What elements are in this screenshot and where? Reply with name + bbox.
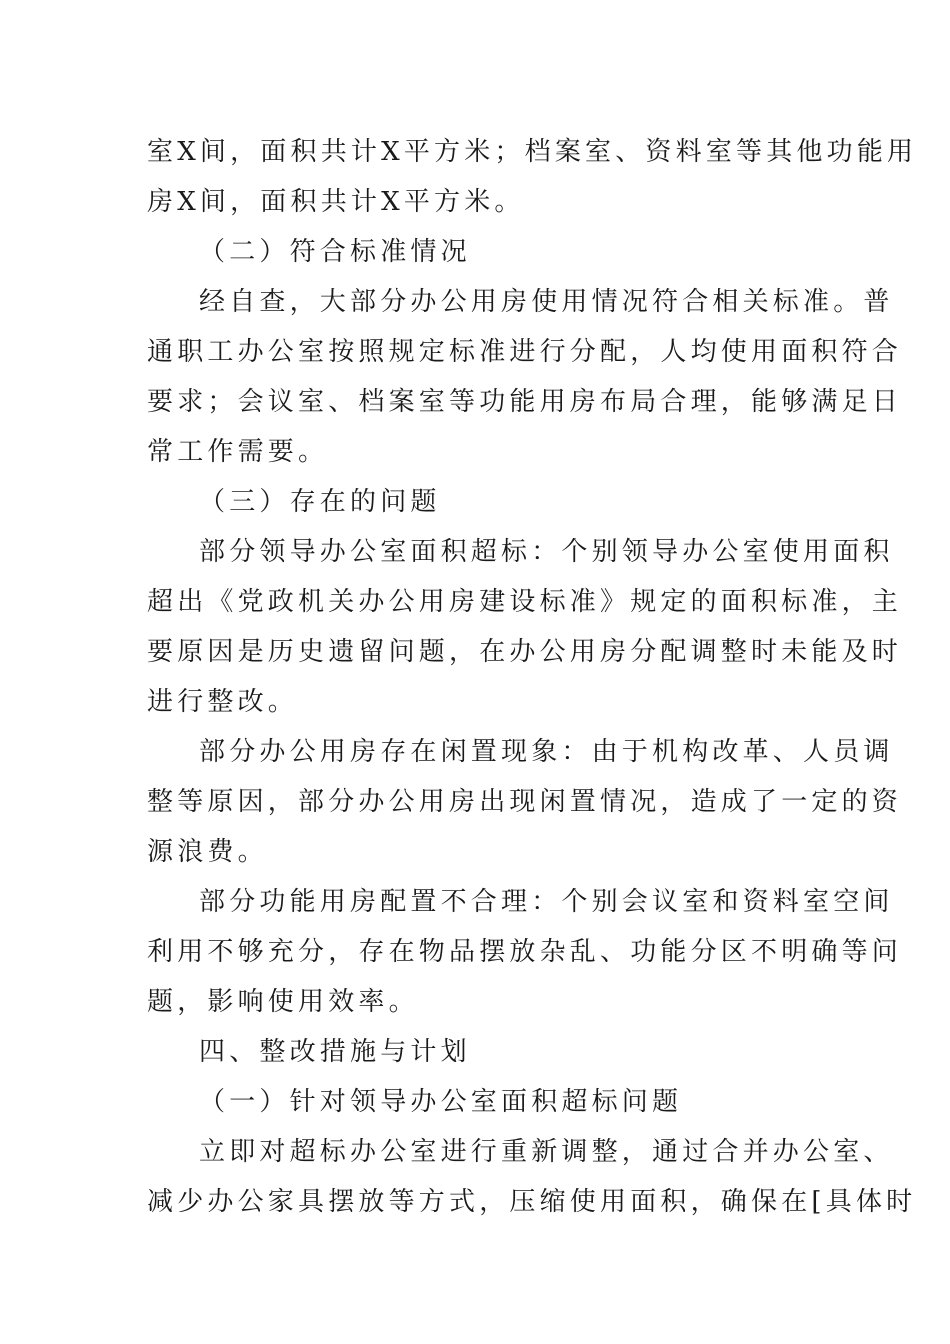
body-text-line: 源浪费。 [147, 837, 268, 867]
paragraph-first-line: 立即对超标办公室进行重新调整，通过合并办公室、 [199, 1137, 894, 1167]
body-text-line: 题，影响使用效率。 [147, 987, 419, 1017]
body-text-line: 要求；会议室、档案室等功能用房布局合理，能够满足日 [147, 387, 903, 417]
body-text-line: 超出《党政机关办公用房建设标准》规定的面积标准，主 [147, 587, 903, 617]
body-text-line: 常工作需要。 [147, 437, 329, 467]
body-text-line: 通职工办公室按照规定标准进行分配，人均使用面积符合 [147, 337, 903, 367]
subsection-heading: （三）存在的问题 [199, 487, 441, 517]
body-text-line: 室X间，面积共计X平方米；档案室、资料室等其他功能用 [147, 137, 918, 167]
body-text-line: 减少办公家具摆放等方式，压缩使用面积，确保在[具体时 [147, 1187, 917, 1217]
body-text-line: 进行整改。 [147, 687, 299, 717]
body-text-line: 房X间，面积共计X平方米。 [147, 187, 525, 217]
body-text-line: 利用不够充分，存在物品摆放杂乱、功能分区不明确等问 [147, 937, 903, 967]
subsection-heading: （二）符合标准情况 [199, 237, 471, 267]
paragraph-first-line: 经自查，大部分办公用房使用情况符合相关标准。普 [199, 287, 894, 317]
body-text-line: 要原因是历史遗留问题，在办公用房分配调整时未能及时 [147, 637, 903, 667]
subsection-heading: （一）针对领导办公室面积超标问题 [199, 1087, 683, 1117]
paragraph-first-line: 部分领导办公室面积超标：个别领导办公室使用面积 [199, 537, 894, 567]
paragraph-first-line: 部分功能用房配置不合理：个别会议室和资料室空间 [199, 887, 894, 917]
paragraph-first-line: 部分办公用房存在闲置现象：由于机构改革、人员调 [199, 737, 894, 767]
body-text-line: 整等原因，部分办公用房出现闲置情况，造成了一定的资 [147, 787, 903, 817]
section-heading: 四、整改措施与计划 [199, 1037, 471, 1067]
